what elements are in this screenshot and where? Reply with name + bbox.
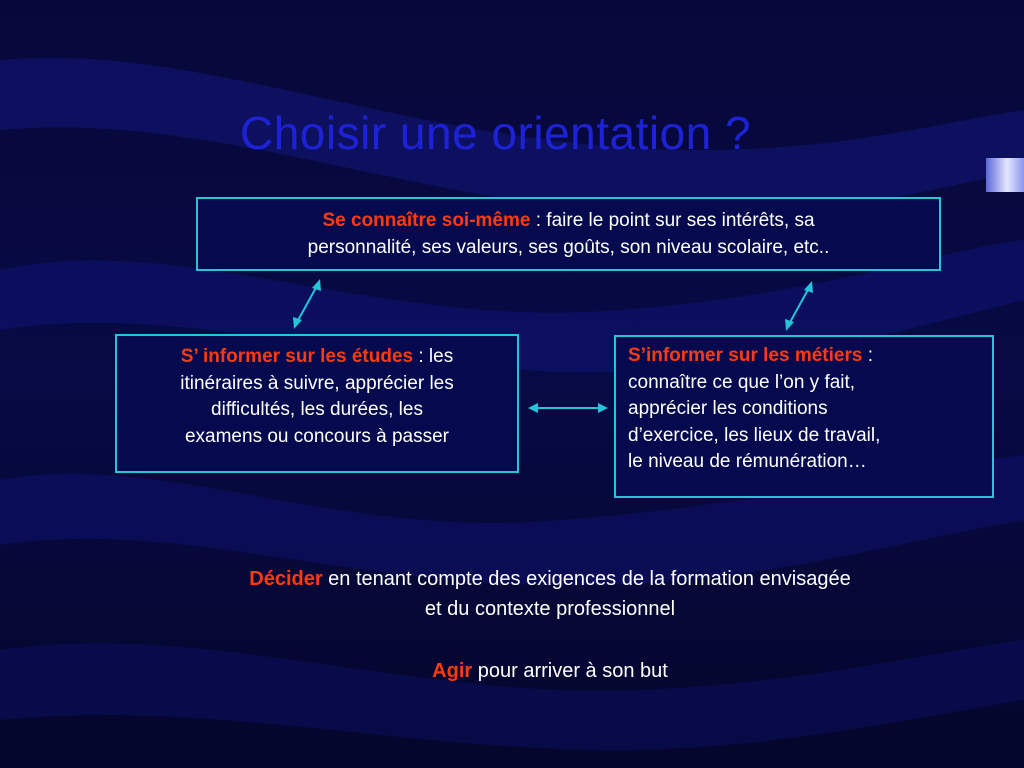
keyword-know-yourself: Se connaître soi-même (322, 210, 531, 231)
arrow-self-studies (288, 276, 328, 332)
box-jobs (614, 335, 994, 498)
keyword-studies: S’ informer sur les études (180, 346, 414, 367)
arrow-self-jobs (780, 278, 820, 334)
box-studies (115, 334, 519, 473)
decide-text (130, 564, 970, 624)
box-know-yourself-line1: : faire le point sur ses intérêts, sa (530, 210, 815, 231)
box-jobs-line4: d’exercice, les lieux de travail, (628, 424, 881, 446)
box-jobs-line5: le niveau de rémunération… (628, 451, 867, 473)
box-studies-line4: examens ou concours à passer (184, 425, 450, 447)
arrow-studies-jobs (526, 396, 610, 420)
box-studies-line1: : les (413, 346, 454, 367)
act-line: pour arriver à son but (472, 660, 668, 682)
box-jobs-line2: connaître ce que l’on y fait, (628, 371, 856, 393)
slide-title: Choisir une orientation ? (240, 107, 752, 159)
box-studies-line2: itinéraires à suivre, apprécier les (180, 372, 454, 394)
keyword-act: Agir (432, 660, 473, 682)
decide-line1: en tenant compte des exigences de la formation envisagée (322, 568, 851, 590)
box-jobs-line3: apprécier les conditions (628, 398, 828, 420)
box-studies-line3: difficultés, les durées, les (211, 399, 423, 421)
keyword-jobs: S’informer sur les métiers (628, 345, 863, 366)
decide-line2: et du contexte professionnel (424, 598, 676, 620)
box-jobs-line1: : (862, 345, 873, 366)
box-know-yourself-line2: personnalité, ses valeurs, ses goûts, son niveau scolaire, etc.. (307, 236, 830, 258)
act-text (130, 656, 970, 686)
keyword-decide: Décider (249, 568, 323, 590)
box-know-yourself (196, 197, 941, 271)
corner-decoration (986, 158, 1024, 192)
